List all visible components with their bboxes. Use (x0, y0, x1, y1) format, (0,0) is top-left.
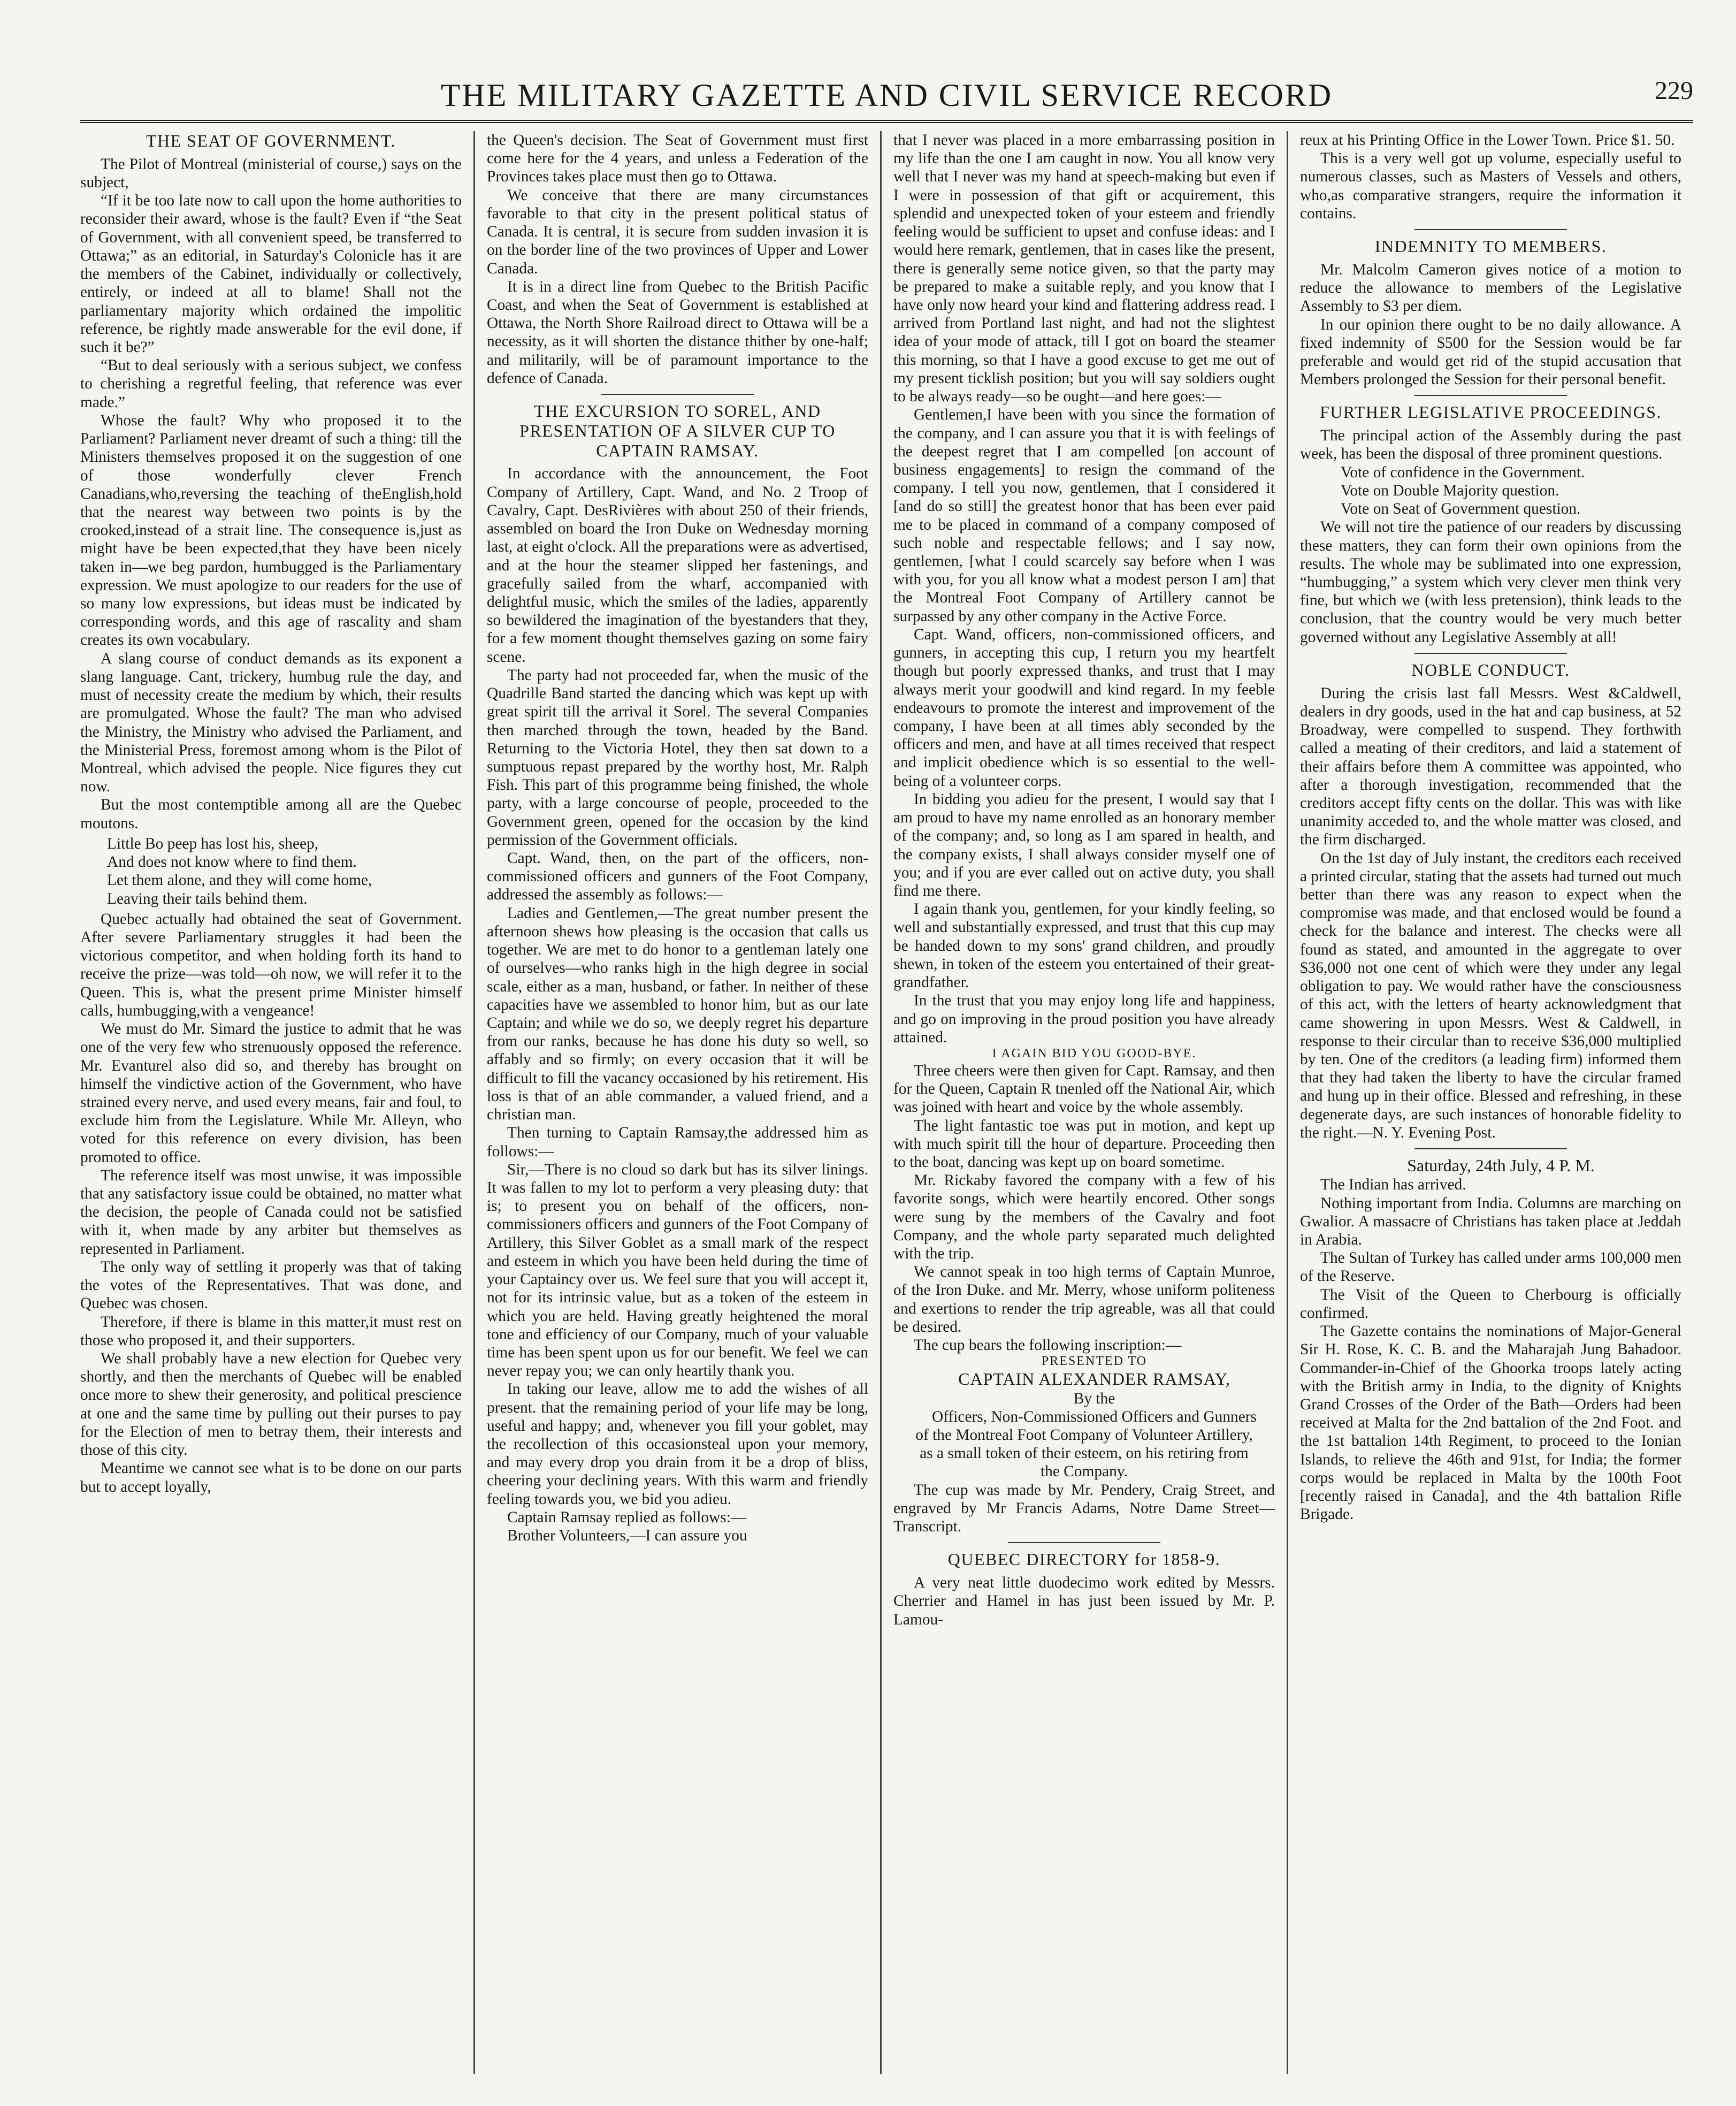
column-2 (473, 131, 880, 2074)
verse-line: Little Bo peep has lost his, sheep, (107, 835, 319, 852)
paragraph: A slang course of conduct demands as its exponent a slang language. Cant, trickery, humbug rule the day, and must of necessity create the medium by which, their results are promulgated. Whose the fault? The man who advised the Ministry, the Ministry who advised the Parliament, and the Ministerial Press, foremost among whom is the Pilot of Montreal, which advised the people. Nice figures they cut now. (80, 650, 462, 796)
paragraph: We must do Mr. Simard the justice to admit that he was one of the very few who strenuously opposed the reference. Mr. Evanturel also did so, and thereby has brought on himself the vindictive action of the Government, who have strained every nerve, and used every means, fair and foul, to exclude him from the Legislature. While Mr. Alleyn, who voted for this reference on every division, has been promoted to office. (80, 1020, 462, 1166)
paragraph: Captain Ramsay replied as follows:— (507, 1508, 747, 1526)
list-item: Vote of confidence in the Government. (1341, 463, 1585, 481)
paragraph: We will not tire the patience of our readers by discussing these matters, they can form their own opinions from the results. The whole may be sublimated into one expression, “humbugging,” a system which very clever men think very fine, but which we (with less pretension), think leads to the conclusion, that the country would be very much better governed without any Legislative Assembly at all! (1300, 518, 1681, 646)
column-3 (880, 131, 1287, 2074)
masthead (80, 71, 1693, 123)
paragraph: The reference itself was most unwise, it was impossible that any satisfactory issue could be obtained, no matter what the decision, the people of Canada could not be satisfied with it, when made by any arbiter but themselves as represented in Parliament. (80, 1166, 462, 1257)
paragraph: Meantime we cannot see what is to be done on our parts but to accept loyally, (80, 1460, 462, 1495)
publication-title: THE MILITARY GAZETTE AND CIVIL SERVICE RECORD (440, 77, 1333, 113)
paragraph: In the trust that you may enjoy long life and happiness, and go on improving in the proud position you have already attained. (893, 992, 1275, 1046)
article-heading-quebec-directory: QUEBEC DIRECTORY for 1858-9. (947, 1550, 1221, 1569)
paragraph: “But to deal seriously with a serious subject, we confess to cherishing a regretful feeling, that reference was ever made.” (80, 357, 462, 411)
article-heading-excursion-to-sorel: THE EXCURSION TO SOREL, AND PRESENTATION OF A SILVER CUP TO CAPTAIN RAMSAY. (519, 401, 836, 460)
paragraph: The party had not proceeded far, when the music of the Quadrille Band started the dancing which was kept up with great spirit till the arrival it Sorel. The several Companies then marched through the town, headed by the Band. Returning to the Victoria Hotel, they then sat down to a sumptuous repast prepared by the worthy host, Mr. Ralph Fish. This part of this programme being finished, the whole party, with a large concourse of people, proceeded to the Government green, opened for the occasion by the kind permission of the Government officials. (487, 666, 868, 849)
article-columns (80, 131, 1693, 2074)
divider (1414, 653, 1567, 654)
column-4 (1287, 131, 1693, 2074)
article-heading-noble-conduct: NOBLE CONDUCT. (1411, 660, 1570, 680)
verse (107, 835, 462, 908)
page-number: 229 (1655, 77, 1693, 105)
divider (601, 394, 754, 395)
inscription-text: Officers, Non-Commissioned Officers and Gunners of the Montreal Foot Company of Volunteer Artillery, as a small token of their esteem, on his retiring from the Company. (915, 1408, 1257, 1481)
paragraph: that I never was placed in a more embarrassing position in my life than the one I am caught in now. You all know very well that I never was my hand at speech-making but even if I were in possession of that gift or acquirement, this splendid and unexpected token of your esteem and friendly feeling would be sufficient to upset and confuse ideas: and I would here remark, gentlemen, that in cases like the present, there is generally seme notice given, so that the party may be prepared to make a suitable reply, and you know that I have only now heard your kind and flattering address read. I arrived from Portland last night, and had not the slightest idea of your mode of attack, till I got on board the steamer this morning, so that I have a good excuse to get me out of my present ticklish position; but you will say soldiers ought to be always ready—so be ought—and here goes:— (893, 132, 1275, 406)
list-item: Vote on Double Majority question. (1341, 482, 1559, 499)
paragraph: In taking our leave, allow me to add the wishes of all present. that the remaining period of your life may be long, useful and happy; and, whenever you fill your goblet, may the recollection of this occasionsteal upon your memory, and may every drop you drain from it be a drop of bliss, cheering your declining years. With this warm and friendly feeling towards you, we bid you adieu. (487, 1380, 868, 1508)
article-heading-seat-of-government: THE SEAT OF GOVERNMENT. (146, 131, 396, 150)
verse-line: And does not know where to find them. (107, 853, 357, 871)
paragraph: The Gazette contains the nominations of Major-General Sir H. Rose, K. C. B. and the Maharajah Jung Bahadoor. Commander-in-Chief of the Ghoorka troops lately acting with the British army in India, to the dignity of Knights Grand Crosses of the Order of the Bath—Orders had been received at Malta for the 2nd battalion of the 2nd Foot. and the 1st battalion 14th Regiment, to proceed to the Ionian Islands, to relieve the 46th and 91st, for India; the former corps would be replaced in Malta by the 100th Foot [recently raised in Canada], and the 4th battalion Rifle Brigade. (1300, 1323, 1681, 1523)
paragraph: The cup bears the following inscription:— (914, 1337, 1182, 1354)
paragraph: Gentlemen,I have been with you since the formation of the company, and I can assure you that it is with feelings of the deepest regret that I am compelled [on account of business engagements] to resign the command of the company. I tell you now, gentlemen, that I considered it [and do so still] the greatest honor that has been ever paid me to be placed in command of a company composed of such noble and respectable fellows; and I say now, gentlemen, [what I could scarcely say before when I was with you, for you all know what a modest person I am] that the Montreal Foot Company of Artillery cannot be surpassed by any other company in the Active Force. (893, 406, 1275, 625)
inscription-name: CAPTAIN ALEXANDER RAMSAY, (958, 1369, 1230, 1389)
paragraph: The Pilot of Montreal (ministerial of course,) says on the subject, (80, 155, 462, 192)
divider (1414, 395, 1567, 396)
dateline: Saturday, 24th July, 4 P. M. (1407, 1156, 1595, 1176)
divider (1008, 1542, 1160, 1543)
article-heading-indemnity: INDEMNITY TO MEMBERS. (1374, 236, 1607, 256)
paragraph: A very neat little duodecimo work edited by Messrs. Cherrier and Hamel in has just been issued by Mr. P. Lamou- (893, 1574, 1275, 1628)
paragraph: Sir,—There is no cloud so dark but has its silver linings. It was fallen to my lot to perform a very pleasing duty: that is; to present you on behalf of the officers, non-commissioners officers and gunners of the Foot Company of Artillery, this Silver Goblet as a small mark of the respect and esteem in which you have been held during the time of your Captaincy over us. We feel sure that you will accept it, not for its intrinsic value, but as a token of the esteem in which you are held. Having greatly heightened the moral tone and efficiency of our Company, much of your valuable time has been spent upon us for our benefit. We feel we can never repay you; we can only heartily thank you. (487, 1161, 868, 1380)
list-item: Vote on Seat of Government question. (1341, 500, 1581, 518)
article-heading-legislative-proceedings: FURTHER LEGISLATIVE PROCEEDINGS. (1320, 402, 1662, 422)
paragraph: Mr. Rickaby favored the company with a few of his favorite songs, which were heartily encored. Other songs were sung by the members of the Cavalry and foot Company, and the whole party separated much delighted with the trip. (893, 1172, 1275, 1263)
paragraph: Therefore, if there is blame in this matter,it must rest on those who proposed it, and their supporters. (80, 1313, 462, 1349)
paragraph: Quebec actually had obtained the seat of Government. After severe Parliamentary struggles it had been the victorious competitor, and when holding forth its hand to receive the prize—was told—oh now, we will refer it to the Queen. This is, what the present prime Minister himself calls, humbugging,with a vengeance! (80, 910, 462, 1019)
paragraph: During the crisis last fall Messrs. West &Caldwell, dealers in dry goods, used in the hat and cap business, at 52 Broadway, were compelled to suspend. They forthwith called a meating of their creditors, and laid a statement of their affairs before them A committee was appointed, who after a thorough investigation, recommended that the creditors accept fifty cents on the dollar. This was with like unanimity acceded to, and the whole matter was closed, and the firm discharged. (1300, 684, 1681, 849)
paragraph: In bidding you adieu for the present, I would say that I am proud to have my name enrolled as an honorary member of the company; and, so long as I am spared in health, and the company exists, I shall always consider myself one of you; and if you are ever called out on active duty, you shall find me there. (893, 790, 1275, 899)
verse-line: Let them alone, and they will come home, (107, 872, 372, 889)
paragraph: The Visit of the Queen to Cherbourg is officially confirmed. (1300, 1286, 1681, 1322)
paragraph: We conceive that there are many circumstances favorable to that city in the present political status of Canada. It is central, it is secure from sudden invasion it is on the border line of the two provinces of Upper and Lower Canada. (487, 186, 868, 277)
verse-line: Leaving their tails behind them. (107, 890, 308, 907)
column-1 (80, 131, 473, 2074)
paragraph: We cannot speak in too high terms of Captain Munroe, of the Iron Duke. and Mr. Merry, whose uniform politeness and exertions to render the trip agreable, was all that could be desired. (893, 1263, 1275, 1336)
paragraph: Mr. Malcolm Cameron gives notice of a motion to reduce the allowance to members of the Legislative Assembly to $3 per diem. (1300, 261, 1681, 315)
paragraph: The Indian has arrived. (1320, 1176, 1466, 1194)
paragraph: But the most contemptible among all are the Quebec moutons. (80, 796, 462, 832)
paragraph: It is in a direct line from Quebec to the British Pacific Coast, and when the Seat of Government is established at Ottawa, the North Shore Railroad direct to Ottawa will be a necessity, as it will shorten the distance thither by one-half; and militarily, will be of paramount importance to the defence of Canada. (487, 278, 868, 387)
paragraph: On the 1st day of July instant, the creditors each received a printed circular, stating that the assets had turned out much better than there was any reason to expect when the compromise was made, and that enclosed would be found a check for the balance and interest. The checks were all found as stated, and amounted in the aggregate to over $36,000 not one cent of which were they under any legal obligation to pay. We would rather have the consciousness of this act, with the letters of hearty acknowledgment that came showering in upon Messrs. West & Caldwell, in response to their circular than to receive $36,000 multiplied by ten. One of the creditors (a leading firm) informed them that they had taken the liberty to have the circular framed and hung up in their office. Blessed and refreshing, in these degenerate days, are such instances of honorable fidelity to the right.—N. Y. Evening Post. (1300, 849, 1681, 1141)
paragraph: The Sultan of Turkey has called under arms 100,000 men of the Reserve. (1300, 1249, 1681, 1285)
paragraph: The cup was made by Mr. Pendery, Craig Street, and engraved by Mr Francis Adams, Notre Dame Street—Transcript. (893, 1481, 1275, 1536)
inscription-line: PRESENTED TO (1041, 1354, 1148, 1369)
paragraph: the Queen's decision. The Seat of Government must first come here for the 4 years, and unless a Federation of the Provinces takes place must then go to Ottawa. (487, 132, 868, 186)
divider (1414, 1148, 1567, 1149)
paragraph: The only way of settling it properly was that of taking the votes of the Representatives. That was done, and Quebec was chosen. (80, 1258, 462, 1313)
paragraph: “If it be too late now to call upon the home authorities to reconsider their award, whose is the fault? Even if “the Seat of Government, with all convenient speed, be transferred to Ottawa;” as an editorial, in Saturday's Colonicle has it are the members of the Cabinet, individually or collectively, entirely, or indeed at all to blame! Shall not the parliamentary majority which ordained the impolitic reference, be rightly made answerable for the evil done, if such it be?” (80, 192, 462, 356)
paragraph: Nothing important from India. Columns are marching on Gwalior. A massacre of Christians has taken place at Jeddah in Arabia. (1300, 1194, 1681, 1248)
paragraph: We shall probably have a new election for Quebec very shortly, and then the merchants of Quebec will be enabled once more to shew their generosity, and political prescience at one and the same time by pulling out their purses to pay for the Election of men to betray them, their interests and those of this city. (80, 1350, 462, 1459)
paragraph: In our opinion there ought to be no daily allowance. A fixed indemnity of $500 for the Session would be far preferable and would get rid of the stupid accusation that Members prolonged the Session for their personal benefit. (1300, 316, 1681, 388)
divider (1414, 229, 1567, 230)
paragraph: Capt. Wand, officers, non-commissioned officers, and gunners, in accepting this cup, I return you my heartfelt though but poorly expressed thanks, and trust that I may always merit your goodwill and kind regard. In my feeble endeavours to promote the interest and improvement of the company, I have been at all times ably seconded by the officers and men, and have at all times received that respect and implicit obedience which is so essential to the well-being of a volunteer corps. (893, 625, 1275, 790)
paragraph: Ladies and Gentlemen,—The great number present the afternoon shews how pleasing is the occasion that calls us together. We are met to do honor to a gentleman lately one of ourselves—who ranks high in the high degree in social scale, either as a man, husband, or father. In neither of these capacities have we assembled to honor him, but as our late Captain; and while we do so, we deeply regret his departure from our ranks, because he has done his duty so well, so affably and so firmly; on every occasion that it will be difficult to fill the vacancy occasioned by his retirement. His loss is that of an able commander, a valued friend, and a christian man. (487, 904, 868, 1124)
paragraph: Whose the fault? Why who proposed it to the Parliament? Parliament never dreamt of such a thing: till the Ministers themselves proposed it on the suggestion of one of those wonderfully clever French Canadians,who,reversing the teaching of theEnglish,hold that the nearest way between two points is by the crooked,instead of a strait line. The consequence is,just as might have be been expected,that they have been nicely taken in—we beg pardon, humbugged is the Parliamentary expression. We must apologize to our readers for the use of so many low expressions, but ideas must be indicated by corresponding words, and this age of rascality and sham creates its own vocabulary. (80, 411, 462, 649)
paragraph: The principal action of the Assembly during the past week, has been the disposal of three prominent questions. (1300, 427, 1681, 463)
paragraph: Brother Volunteers,—I can assure you (507, 1527, 747, 1545)
paragraph: Three cheers were then given for Capt. Ramsay, and then for the Queen, Captain R tnenled off the National Air, which was joined with heart and voice by the whole assembly. (893, 1062, 1275, 1116)
paragraph: The light fantastic toe was put in motion, and kept up with much spirit till the hour of departure. Proceeding then to the boat, dancing was kept up on board sometime. (893, 1117, 1275, 1171)
inscription-line: By the (1073, 1390, 1115, 1407)
closing-line: I AGAIN BID YOU GOOD-BYE. (992, 1046, 1197, 1060)
paragraph: This is a very well got up volume, especially useful to numerous classes, such as Masters of Vessels and others, who,as comparative strangers, require the information it contains. (1300, 150, 1681, 222)
paragraph: In accordance with the announcement, the Foot Company of Artillery, Capt. Wand, and No. 2 Troop of Cavalry, Capt. DesRivières with about 250 of their friends, assembled on board the Iron Duke on Wednesday morning last, at eight o'clock. All the preparations were as advertised, and at the hour the steamer slipped her fastenings, and gracefully sailed from the wharf, accompanied with delightful music, which the smiles of the ladies, apparently so bewildered the imagination of the byestanders that they, for a few moment thought themselves gazing on some fairy scene. (487, 465, 868, 666)
paragraph: I again thank you, gentlemen, for your kindly feeling, so well and substantially expressed, and trust that this cup may be handed down to my sons' grand children, and proudly shewn, in token of the esteem you entertained of their great-grandfather. (893, 901, 1275, 991)
paragraph: reux at his Printing Office in the Lower Town. Price $1. 50. (1300, 132, 1675, 149)
paragraph: Capt. Wand, then, on the part of the officers, non-commissioned officers and gunners of the Foot Company, addressed the assembly as follows:— (487, 850, 868, 904)
paragraph: Then turning to Captain Ramsay,the addressed him as follows:— (487, 1124, 868, 1160)
